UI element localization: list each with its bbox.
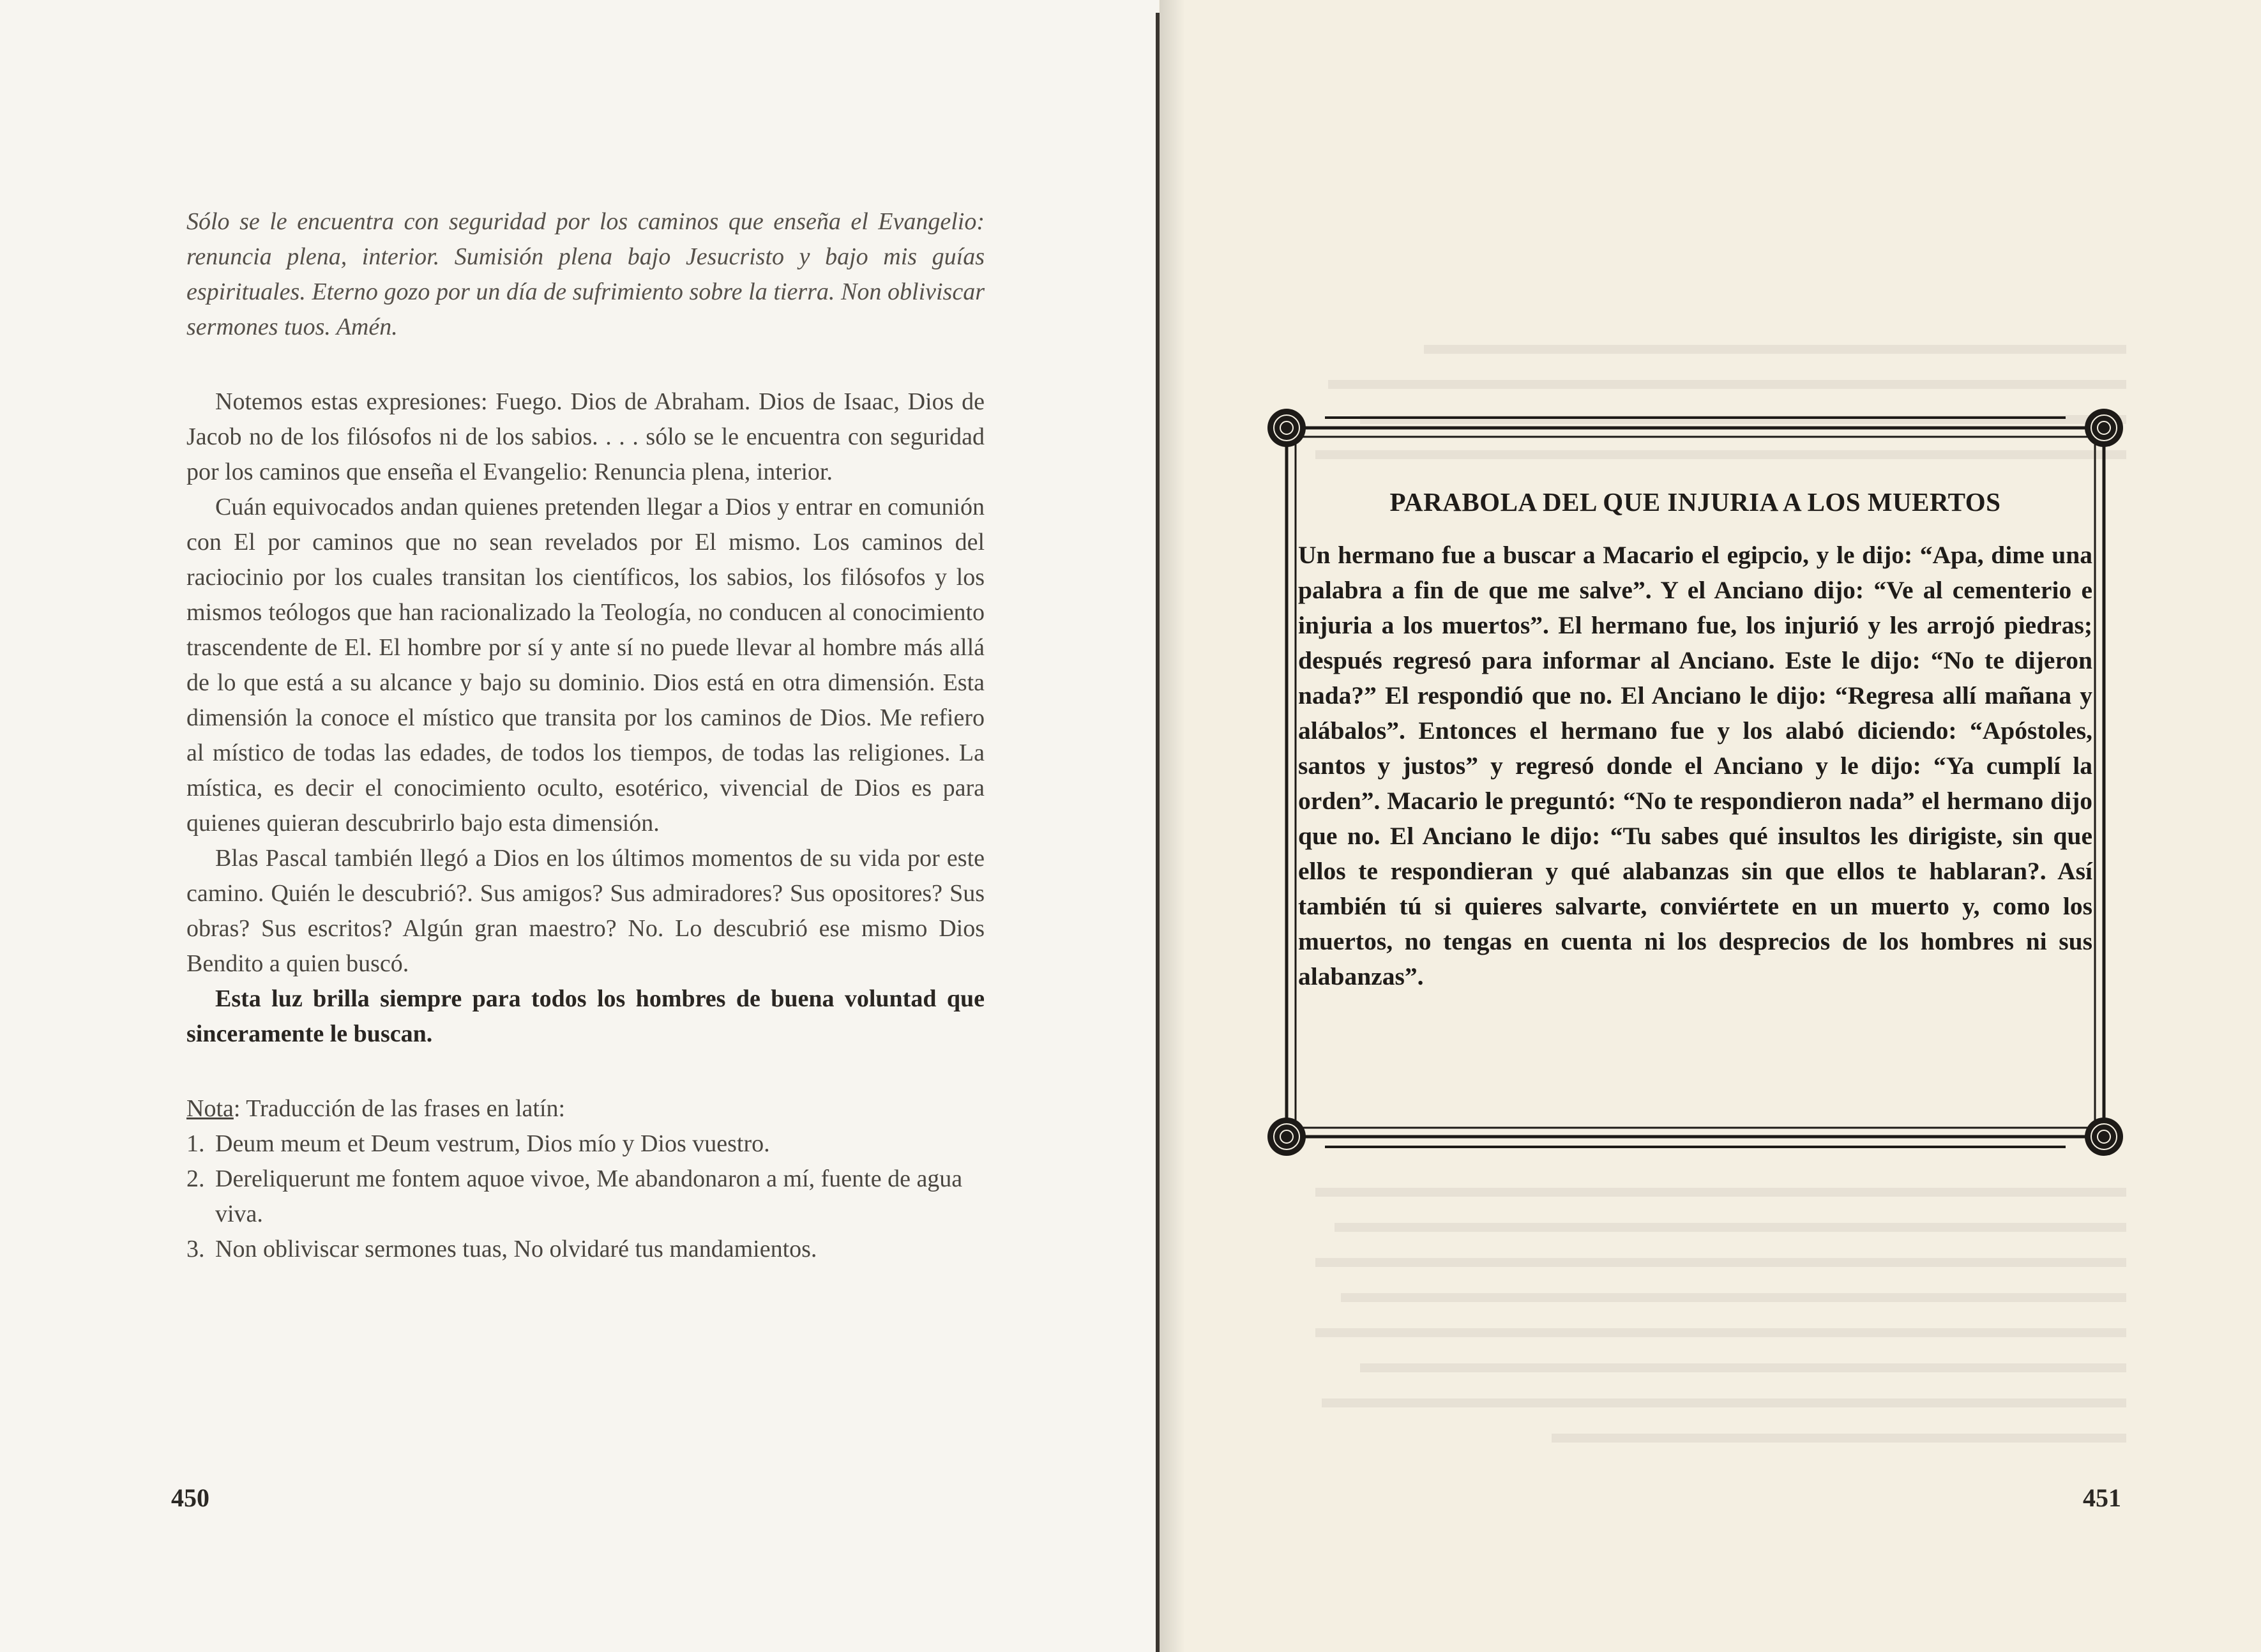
note-text: Dereliquerunt me fontem aquoe vivoe, Me abandonaron a mí, fuente de agua viva.: [215, 1165, 963, 1227]
note-item: [186, 1126, 985, 1162]
paragraph-pascal: Blas Pascal también llegó a Dios en los últimos momentos de su vida por este camino. Quién le descubrió?. Sus amigos? Sus admiradores? Sus opositores? Sus obras? Sus escritos? Algún gran maestro? No. Lo descubrió ese mismo Dios Bendito a quien buscó.: [186, 845, 985, 977]
paragraph-notemos: Notemos estas expresiones: Fuego. Dios de Abraham. Dios de Isaac, Dios de Jacob no de los filósofos ni de los sabios. . . . sólo se le encuentra con seguridad por los caminos que enseña el Evangelio: Renuncia plena, interior.: [186, 388, 985, 485]
note-heading: [186, 1091, 985, 1126]
note-list: [186, 1126, 985, 1267]
page-number-left: 450: [171, 1483, 209, 1512]
gutter-shadow: [1160, 0, 1185, 1652]
parable-text: Un hermano fue a buscar a Macario el egipcio, y le dijo: “Apa, dime una palabra a fin de que me salve”. Y el Anciano dijo: “Ve al cementerio e injuria a los muertos”. El hermano fue, los injurió y les arrojó piedras; después regresó para informar al Anciano. Este le dijo: “No te dijeron nada?” El respondió que no. El Anciano le dijo: “Regresa allí mañana y alábalos”. Entonces el hermano fue y los alabó diciendo: “Apóstoles, santos y justos” y regresó donde el Anciano y le dijo: “Ya cumplí la orden”. Macario le preguntó: “No te respondieron nada” el hermano dijo que no. El Anciano le dijo: “Tu sabes qué insultos les dirigiste, sin que ellos te respondieran y qué alabanzas sin que ellos te hablaran?. Así también tú si quieres salvarte, conviértete en un muerto y, como los muertos, no tengas en cuenta ni los desprecios de los hombres ni sus alabanzas”.: [1298, 541, 2092, 990]
parable-content: [1298, 484, 2092, 994]
parable-box: [1267, 409, 2123, 1156]
paragraph-esta-luz: Esta luz brilla siempre para todos los hombres de buena voluntad que sinceramente le buscan.: [186, 985, 985, 1047]
paragraph-cuan: Cuán equivocados andan quienes pretenden llegar a Dios y entrar en comunión con El por caminos que no sean revelados por El mismo. Los caminos del raciocinio por los cuales transitan los científicos, los sabios, los filósofos y los mismos teólogos que han racionalizado la Teología, no conducen al conocimiento trascendente de El. El hombre por sí y ante sí no puede llevar al hombre más allá de lo que está a su alcance y bajo su dominio. Dios está en otra dimensión. Esta dimensión la conoce el místico que transita por los caminos de Dios. Me refiero al místico de todas las edades, de todos los tiempos, de todas las religiones. La mística, es decir el conocimiento oculto, esotérico, vivencial de Dios es para quienes quieran descubrirlo bajo esta dimensión.: [186, 494, 985, 837]
note-text: Non obliviscar sermones tuas, No olvidaré tus mandamientos.: [215, 1236, 817, 1262]
note-title: Nota: [186, 1095, 234, 1122]
note-item: [186, 1232, 985, 1267]
note-title-rest: : Traducción de las frases en latín:: [233, 1095, 566, 1122]
note-number: 3.: [186, 1236, 205, 1262]
note-number: 2.: [186, 1165, 205, 1192]
note-item: [186, 1162, 985, 1232]
note-number: 1.: [186, 1130, 205, 1157]
note-text: Deum meum et Deum vestrum, Dios mío y Dios vuestro.: [215, 1130, 770, 1157]
page-number-right: 451: [2083, 1483, 2121, 1512]
left-page-text: [186, 204, 985, 1267]
italic-intro: Sólo se le encuentra con seguridad por los caminos que enseña el Evangelio: renuncia plena, interior. Sumisión plena bajo Jesucristo y bajo mis guías espirituales. Eterno gozo por un día de sufrimiento sobre la tierra. Non obliviscar sermones tuos. Amén.: [186, 208, 985, 340]
parable-title: PARABOLA DEL QUE INJURIA A LOS MUERTOS: [1389, 487, 2001, 517]
